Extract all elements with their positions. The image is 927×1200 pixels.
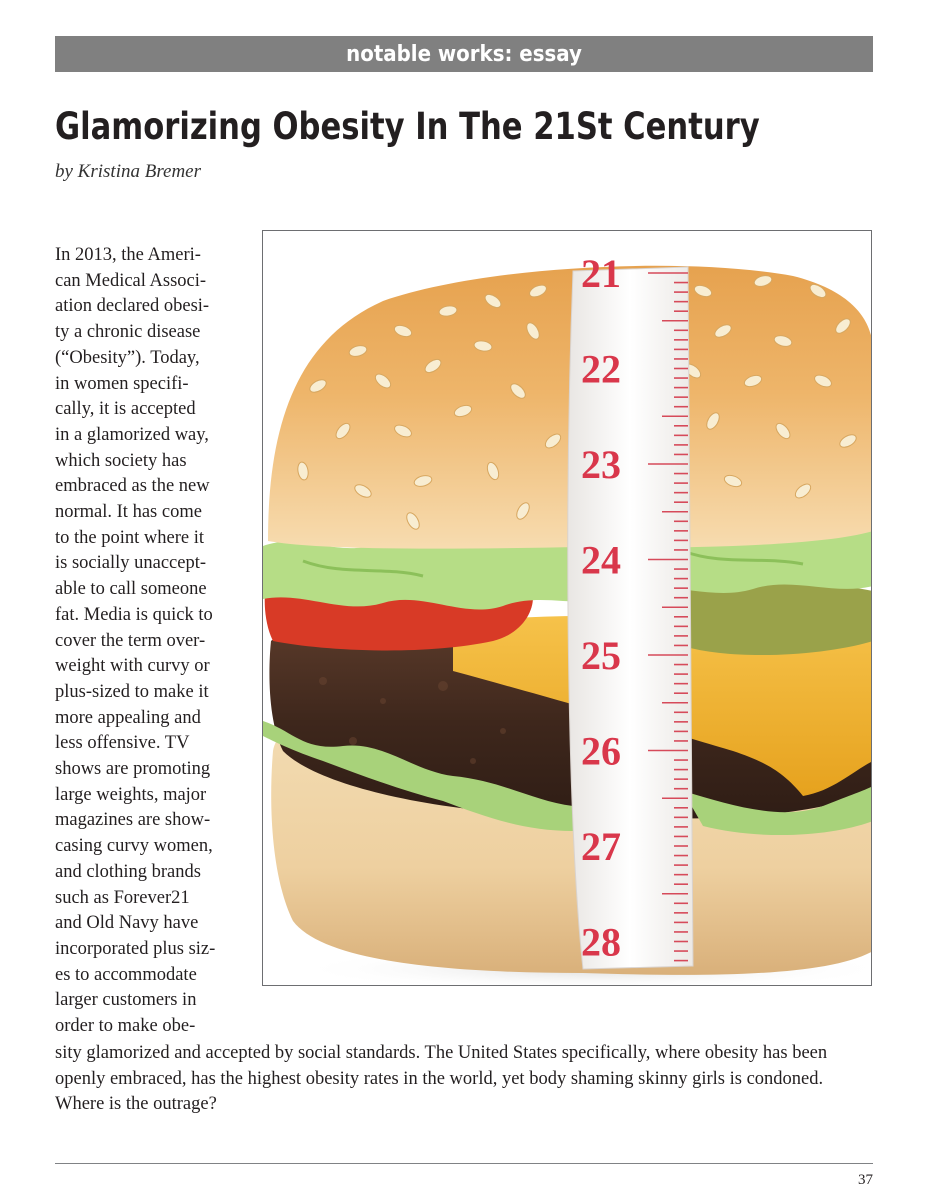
- article-body-line: fat. Media is quick to: [55, 604, 213, 625]
- article-body-line: ty a chronic disease: [55, 322, 201, 343]
- article-body-line: more appealing and: [55, 707, 201, 728]
- article-body-line: less offensive. TV: [55, 733, 190, 754]
- tape-number: 27: [581, 824, 621, 869]
- tape-number: 21: [581, 251, 621, 296]
- footer-rule: [55, 1163, 873, 1164]
- page-number: 37: [858, 1172, 873, 1188]
- tape-number: 25: [581, 633, 621, 678]
- article-byline: by Kristina Bremer: [55, 161, 202, 182]
- tape-number: 22: [581, 346, 621, 392]
- article-body-line: cover the term over-: [55, 630, 206, 651]
- article-body-line: shows are promoting: [55, 759, 211, 780]
- hamburger-measuring-tape-photo: [262, 230, 872, 986]
- article-body-line: es to accommodate: [55, 964, 197, 985]
- article-body-line: cally, it is accepted: [55, 399, 196, 420]
- article-body-line: order to make obe-: [55, 1016, 196, 1037]
- article-body-line: magazines are show-: [55, 810, 211, 831]
- article-body-line: in a glamorized way,: [55, 424, 209, 445]
- hamburger-illustration: [263, 231, 872, 986]
- article-body-line: to the point where it: [55, 527, 204, 548]
- article-body-line: ation declared obesi-: [55, 296, 210, 317]
- article-body-line: able to call someone: [55, 579, 207, 600]
- article-body-line: and clothing brands: [55, 861, 201, 882]
- article-body-line: In 2013, the Ameri-: [55, 245, 201, 265]
- tape-number: 28: [581, 919, 621, 965]
- article-body-line: normal. It has come: [55, 502, 202, 523]
- article-body-line: incorporated plus siz-: [55, 938, 216, 959]
- article-body-line: casing curvy women,: [55, 836, 213, 857]
- article-body-line: such as Forever21: [55, 887, 190, 908]
- tape-number: 24: [581, 537, 621, 583]
- section-label: notable works: essay: [346, 41, 582, 67]
- article-body-line: (“Obesity”). Today,: [55, 347, 200, 368]
- article-body-line: in women specifi-: [55, 373, 189, 394]
- article-title: Glamorizing Obesity In The 21St Century: [55, 105, 760, 148]
- article-body-continuation: sity glamorized and accepted by social standards. The United States specifically, where obesity has been openly embraced, has the highest obesity rates in the world, yet body shaming skinny girls is condoned. Where is the outrage?: [55, 1043, 828, 1115]
- tape-number: 26: [581, 728, 621, 774]
- article-body-line: is socially unaccept-: [55, 553, 207, 574]
- article-body-line: embraced as the new: [55, 476, 210, 497]
- tape-number: 23: [581, 442, 621, 487]
- article-body-line: larger customers in: [55, 990, 197, 1011]
- section-header-bar: [55, 36, 873, 72]
- article-body-line: can Medical Associ-: [55, 270, 207, 291]
- article-body-line: which society has: [55, 450, 187, 471]
- article-body-column: [55, 243, 255, 1040]
- article-body-line: and Old Navy have: [55, 913, 199, 934]
- article-body-line: large weights, major: [55, 784, 207, 805]
- article-body-line: plus-sized to make it: [55, 681, 209, 702]
- article-body-line: weight with curvy or: [55, 656, 210, 677]
